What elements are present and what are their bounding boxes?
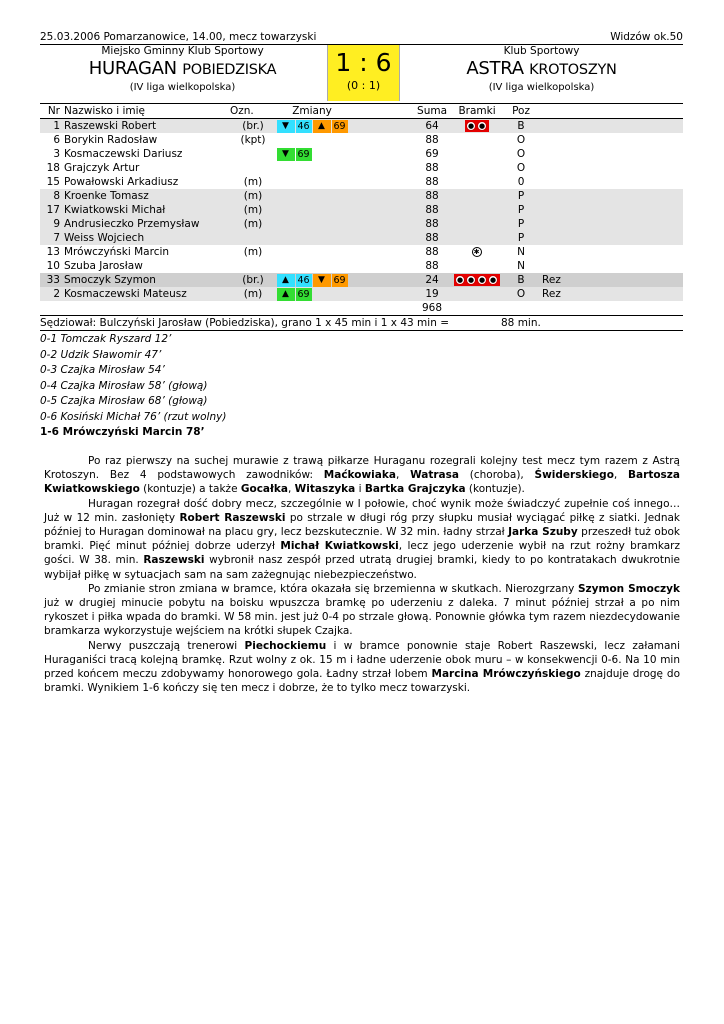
sub2-arrow: [312, 217, 331, 231]
ball-icon: ●: [478, 276, 486, 284]
sub1-minute: [295, 147, 312, 161]
sub2-arrow: [312, 175, 331, 189]
table-row: [40, 273, 683, 287]
player-goals: [450, 203, 504, 217]
sub1-arrow: [276, 245, 295, 259]
highlighted-name: Bartka Grajczyka: [364, 483, 466, 496]
player-role: (br.): [230, 119, 276, 134]
player-name: Kosmaczewski Mateusz: [64, 287, 230, 301]
player-position: B: [504, 119, 538, 134]
player-position: 0: [517, 176, 525, 188]
ball-icon: ●: [467, 122, 475, 130]
player-note: [538, 175, 683, 189]
sub2-minute: [331, 161, 348, 175]
table-row: [40, 203, 683, 217]
text-run: Po raz pierwszy na suchej murawie z trawą piłkarze Huraganu rozegrali kolejny test mecz tym razem z Astrą Krotoszyn. Bez 4 podstawowych zawodników:: [44, 455, 680, 482]
spacer: [348, 203, 414, 217]
player-goals: [450, 273, 504, 287]
sub1-arrow: [276, 119, 295, 134]
player-goals: [450, 259, 504, 273]
player-minutes: 88: [414, 217, 450, 231]
sub1-minute: [295, 245, 312, 259]
sub-minute: 46: [297, 274, 310, 286]
player-name: Smoczyk Szymon: [64, 273, 230, 287]
player-note: [538, 119, 683, 134]
sub-minute: 69: [297, 288, 310, 300]
sub2-minute: [331, 203, 348, 217]
away-league: (IV liga wielkopolska): [488, 82, 595, 93]
player-note: [538, 259, 683, 273]
text-run: już w drugiej minucie pobytu na boisku wpuszcza bramkę po uderzeniu z daleka. 7 minut później strzał a po nim rykoszet i piłka wpada do bramki. W 58 min. jest już 0-4 po strzale głową. Ponownie główka tym razem niezdecydowanie bramkarza wykorzystuje wejściem na krótki słupek Czajka.: [44, 597, 680, 638]
goal-entry: 0-2 Udzik Sławomir 47’: [40, 348, 162, 361]
away-team: [400, 45, 683, 94]
table-row: [40, 161, 683, 175]
player-goals: [450, 231, 504, 245]
player-goals: [450, 175, 504, 189]
player-minutes: 88: [414, 203, 450, 217]
player-note: [538, 217, 683, 231]
arrow-down-icon: ▼: [313, 274, 331, 287]
home-league: (IV liga wielkopolska): [129, 82, 236, 93]
player-number: 18: [46, 162, 60, 174]
sub2-arrow: [312, 273, 331, 287]
player-name: Mrówczyński Marcin: [64, 246, 170, 258]
sub1-arrow: [276, 217, 295, 231]
highlighted-name: Watrasa: [410, 469, 459, 482]
table-row: [40, 259, 683, 273]
sub1-minute: [295, 259, 312, 273]
player-number: 6: [53, 134, 60, 146]
player-name: Grajczyk Artur: [64, 162, 140, 174]
player-number: 3: [53, 148, 60, 160]
player-number: 15: [46, 176, 60, 188]
sub1-arrow: [276, 175, 295, 189]
player-goals: [450, 133, 504, 147]
table-row: [40, 287, 683, 301]
highlighted-name: Raszewski: [143, 554, 205, 567]
table-row: [40, 147, 683, 161]
text-run: po strzale w długi róg przy słupku musiał wyciągać piłkę z siatki. Jednak później to Huragan dominował na placu gry, lecz bezskutecznie. W 32 min. ładny strzał: [44, 511, 680, 539]
ball-icon: ●: [489, 276, 497, 284]
sub1-arrow: [276, 189, 295, 203]
player-goals: [450, 217, 504, 231]
table-row: [40, 133, 683, 147]
player-name: Raszewski Robert: [64, 119, 230, 134]
sub2-minute: [331, 231, 348, 245]
highlighted-name: Witaszyka: [294, 483, 356, 496]
spacer: [348, 217, 414, 231]
goal-entry: 0-4 Czajka Mirosław 58’ (głową): [40, 379, 208, 392]
player-position: B: [504, 273, 538, 287]
article-paragraph: [44, 497, 680, 582]
spacer: [348, 119, 414, 134]
article-paragraph: [44, 639, 680, 696]
sub2-arrow: [312, 133, 331, 147]
player-note: Rez: [538, 287, 683, 301]
arrow-up-icon: ▲: [277, 274, 295, 287]
article-paragraph: [44, 582, 680, 639]
sub1-minute: [295, 161, 312, 175]
sub-minute: 69: [297, 148, 310, 160]
sub2-arrow: [312, 231, 331, 245]
player-note: [538, 245, 683, 259]
ball-icon: ●: [467, 276, 475, 284]
sub2-arrow: [312, 189, 331, 203]
away-club-type: Klub Sportowy: [503, 45, 580, 57]
goal-entry: 0-1 Tomczak Ryszard 12’: [40, 333, 172, 345]
player-note: Rez: [538, 273, 683, 287]
sub1-arrow: [276, 273, 295, 287]
home-team-name: HURAGAN POBIEDZISKA: [88, 58, 277, 79]
player-position: P: [504, 231, 538, 245]
player-minutes: 24: [414, 273, 450, 287]
player-name: Andrusieczko Przemysław: [64, 217, 230, 231]
playing-time: 88 min.: [501, 317, 541, 329]
spacer: [348, 161, 414, 175]
player-minutes: 88: [425, 260, 439, 272]
sub2-minute: [331, 119, 348, 134]
player-position: N: [517, 260, 525, 272]
sub1-arrow: [276, 133, 295, 147]
highlighted-name: Maćkowiaka: [323, 469, 396, 482]
player-minutes: 64: [414, 119, 450, 134]
player-goals: [450, 245, 504, 259]
player-name: Powałowski Arkadiusz: [64, 176, 179, 188]
sub2-arrow: [312, 119, 331, 134]
player-role: [230, 147, 276, 161]
player-minutes: 88: [414, 189, 450, 203]
sub1-arrow: [276, 147, 295, 161]
highlighted-name: Świderskiego: [534, 469, 614, 482]
sub1-minute: [295, 119, 312, 134]
sub2-minute: [331, 147, 348, 161]
highlighted-name: Szymon Smoczyk: [578, 582, 680, 595]
arrow-up-icon: ▲: [277, 288, 295, 301]
text-run: Huragan rozegrał dość dobry mecz, szczególnie w I połowie, choć wynik może świadczyć zupełnie coś innego… Już w 12 min. zasłonięty: [44, 497, 680, 524]
player-role: (kpt): [240, 134, 266, 146]
total-row: [40, 301, 683, 315]
text-run: , lecz jego uderzenie wybił na rzut rożny bramkarz gości. W 38. min.: [44, 540, 680, 567]
spacer: [348, 175, 414, 189]
player-position: O: [516, 162, 526, 174]
player-name: Szuba Jarosław: [64, 260, 143, 272]
player-minutes: 88: [425, 176, 439, 188]
spacer: [348, 245, 414, 259]
player-goals: [450, 119, 504, 134]
ball-icon: ●: [456, 276, 464, 284]
highlighted-name: Bartosza Kwiatkowskiego: [44, 469, 680, 496]
referee-text: Sędziował: Bulczyński Jarosław (Pobiedziska), grano 1 x 45 min i 1 x 43 min =: [40, 317, 449, 329]
player-number: 10: [46, 260, 60, 272]
player-name: Kroenke Tomasz: [64, 189, 230, 203]
player-minutes: 88: [425, 162, 439, 174]
player-note: [538, 147, 683, 161]
text-run: (kontuzje).: [465, 483, 525, 496]
match-info-line: [40, 30, 683, 45]
sub2-arrow: [312, 203, 331, 217]
player-position: O: [516, 148, 526, 160]
player-goals: [450, 161, 504, 175]
text-run: znajduje drogę do bramki. Wynikiem 1-6 kończy się ten mecz i dobrze, że to tylko mecz towarzyski.: [44, 668, 680, 695]
player-goals: [450, 147, 504, 161]
sub-minute: 69: [333, 120, 346, 132]
player-goals: [450, 287, 504, 301]
table-row: [40, 245, 683, 259]
home-team: [40, 45, 325, 94]
arrow-down-icon: ▼: [277, 148, 295, 161]
sub2-minute: [331, 259, 348, 273]
sub2-arrow: [312, 287, 331, 301]
spacer: [348, 133, 414, 147]
col-bramki: Bramki: [450, 104, 504, 119]
goal-entry: 1-6 Mrówczyński Marcin 78’: [40, 426, 205, 438]
player-role: (m): [243, 246, 263, 258]
sub2-minute: [331, 245, 348, 259]
sub1-minute: [295, 273, 312, 287]
col-nr: Nr: [40, 104, 64, 119]
player-role: (m): [230, 217, 276, 231]
text-run: ,: [613, 469, 629, 482]
text-run: (kontuzje) a także: [139, 483, 241, 496]
text-run: przeszedł tuż obok bramki. Pięć minut później dobrze uderzył: [44, 526, 681, 553]
player-number: 2: [40, 287, 64, 301]
referee-line: [40, 315, 683, 331]
sub1-minute: [295, 133, 312, 147]
player-number: 8: [40, 189, 64, 203]
player-minutes: 88: [425, 246, 439, 258]
player-note: [538, 203, 683, 217]
player-role: (br.): [230, 273, 276, 287]
sub2-minute: [331, 175, 348, 189]
spacer: [348, 259, 414, 273]
arrow-up-icon: ▲: [313, 120, 331, 133]
text-run: i w bramce ponownie staje Robert Raszewski, lecz załamani Huraganiści tracą kolejną bramkę. Rzut wolny z ok. 15 m i ładne uderzenie obok muru – w konsekwencji 0-6. Na 10 min przed końcem meczu zdobywamy honorowego gola. Ładny strzał lobem: [44, 639, 680, 681]
sub1-arrow: [276, 161, 295, 175]
total-minutes: 968: [422, 302, 443, 314]
spacer: [348, 273, 414, 287]
highlighted-name: Michał Kwiatkowski: [280, 540, 399, 553]
player-note: [538, 161, 683, 175]
table-header-row: [40, 104, 683, 119]
player-role: (m): [230, 189, 276, 203]
sub2-minute: [331, 287, 348, 301]
goal-entry: 0-5 Czajka Mirosław 68’ (głową): [40, 395, 208, 407]
half-time-score: (0 : 1): [346, 79, 381, 92]
goal-entry: 0-3 Czajka Mirosław 54’: [40, 364, 165, 376]
text-run: i: [355, 483, 365, 496]
spacer: [348, 287, 414, 301]
attendance: Widzów ok.50: [610, 31, 683, 43]
col-ozn: Ozn.: [230, 104, 276, 119]
article-paragraph: [44, 454, 680, 497]
sub1-minute: [295, 217, 312, 231]
sub1-minute: [295, 189, 312, 203]
highlighted-name: Robert Raszewski: [179, 511, 286, 524]
player-note: [538, 133, 683, 147]
home-club-type: Miejsko Gminny Klub Sportowy: [101, 45, 264, 57]
player-minutes: 88: [425, 134, 439, 146]
sub1-arrow: [276, 203, 295, 217]
text-run: Nerwy puszczają trenerowi: [88, 639, 245, 652]
player-goals: [450, 189, 504, 203]
player-number: 13: [46, 246, 60, 258]
table-row: [40, 231, 683, 245]
col-suma: Suma: [414, 104, 450, 119]
player-role: [230, 161, 276, 175]
table-row: [40, 175, 683, 189]
highlighted-name: Piechockiemu: [244, 639, 327, 652]
player-note: [538, 231, 683, 245]
sub2-minute: [331, 189, 348, 203]
player-name: Weiss Wojciech: [64, 231, 230, 245]
match-date-place: 25.03.2006 Pomarzanowice, 14.00, mecz towarzyski: [40, 31, 317, 43]
sub1-minute: [295, 175, 312, 189]
sub2-arrow: [312, 245, 331, 259]
match-header: [40, 45, 683, 104]
match-article: [44, 454, 680, 695]
player-minutes: 19: [414, 287, 450, 301]
text-run: ,: [287, 483, 295, 496]
player-number: 1: [40, 119, 64, 134]
player-number: 33: [40, 273, 64, 287]
player-name: Kosmaczewski Dariusz: [64, 148, 183, 160]
player-minutes: 88: [414, 231, 450, 245]
conceded-goals: [465, 120, 489, 132]
ball-icon: ✱: [472, 247, 482, 257]
goal-entry: 0-6 Kosiński Michał 76’ (rzut wolny): [40, 410, 227, 423]
player-position: P: [504, 189, 538, 203]
player-role: (m): [230, 287, 276, 301]
player-position: P: [504, 203, 538, 217]
player-number: 7: [40, 231, 64, 245]
col-name: Nazwisko i imię: [64, 104, 230, 119]
spacer: [348, 189, 414, 203]
player-minutes: 69: [425, 148, 439, 160]
player-number: 17: [40, 203, 64, 217]
conceded-goals: [454, 274, 500, 286]
player-position: P: [504, 217, 538, 231]
table-row: [40, 217, 683, 231]
text-run: ,: [395, 469, 411, 482]
goal-list: [40, 332, 683, 441]
sub1-minute: [295, 203, 312, 217]
highlighted-name: Marcina Mrówczyńskiego: [431, 668, 581, 681]
player-note: [538, 189, 683, 203]
player-role: (m): [230, 203, 276, 217]
highlighted-name: Jarka Szuby: [508, 526, 578, 539]
highlighted-name: Gocałka: [240, 483, 288, 496]
player-role: [230, 259, 276, 273]
sub1-arrow: [276, 287, 295, 301]
sub-minute: 46: [297, 120, 310, 132]
col-zmiany: Zmiany: [276, 104, 348, 119]
final-score: 1 : 6: [335, 48, 392, 77]
text-run: Po zmianie stron zmiana w bramce, która okazała się brzemienna w skutkach. Nierozgrzany: [88, 582, 578, 595]
player-number: 9: [40, 217, 64, 231]
text-run: (choroba),: [458, 469, 535, 482]
sub2-arrow: [312, 161, 331, 175]
sub2-minute: [331, 273, 348, 287]
scoreboard: [327, 45, 400, 101]
table-row: [40, 119, 683, 134]
ball-icon: ●: [478, 122, 486, 130]
table-row: [40, 189, 683, 203]
sub1-minute: [295, 231, 312, 245]
player-role: [230, 231, 276, 245]
sub2-arrow: [312, 147, 331, 161]
player-position: N: [517, 246, 525, 258]
player-position: O: [504, 287, 538, 301]
spacer: [348, 147, 414, 161]
player-name: Kwiatkowski Michał: [64, 203, 230, 217]
player-role: (m): [243, 176, 263, 188]
player-name: Borykin Radosław: [64, 134, 158, 146]
sub-minute: 69: [333, 274, 346, 286]
squad-table: [40, 104, 683, 315]
sub1-minute: [295, 287, 312, 301]
sub2-minute: [331, 133, 348, 147]
text-run: wybronił nasz zespół przed utratą drugiej bramki, kiedy to po kontratakach dwukrotnie wybijał piłkę w sytuacjach sam na sam zażegnując niebezpieczeństwo.: [44, 554, 680, 581]
spacer: [348, 231, 414, 245]
sub2-arrow: [312, 259, 331, 273]
arrow-down-icon: ▼: [277, 120, 295, 133]
sub1-arrow: [276, 231, 295, 245]
player-position: O: [516, 134, 526, 146]
away-team-name: ASTRA KROTOSZYN: [466, 58, 617, 79]
sub1-arrow: [276, 259, 295, 273]
match-report: [40, 30, 683, 441]
col-poz: Poz: [504, 104, 538, 119]
sub2-minute: [331, 217, 348, 231]
